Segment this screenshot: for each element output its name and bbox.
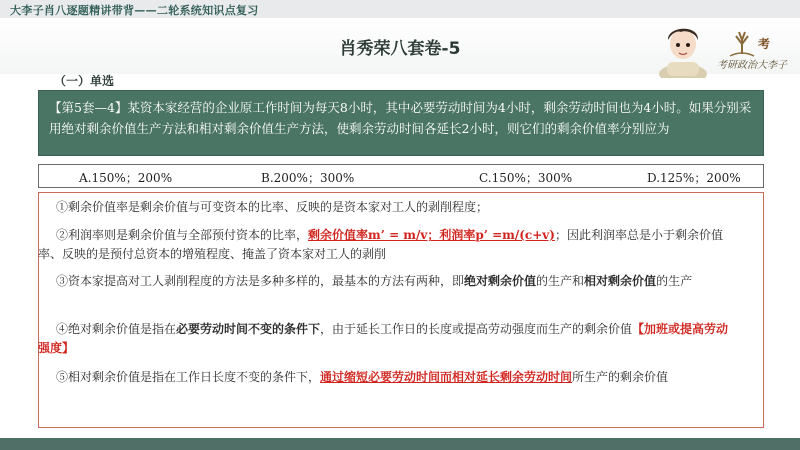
options-row bbox=[38, 164, 764, 188]
analysis-text: ；因此利润率总是小于剩余价值率、反映的是预付总资本的增殖程度、掩盖了资本家对工人的剥削 bbox=[38, 228, 723, 261]
question-box bbox=[38, 90, 764, 156]
analysis-text: ，由于延长工作日的长度或提高劳动强度而生产的剩余价值 bbox=[320, 322, 633, 336]
key-highlight: 通过缩短必要劳动时间而相对延长剩余劳动时间 bbox=[320, 370, 573, 384]
course-title: 大李子肖八逐题精讲带背——二轮系统知识点复习 bbox=[10, 4, 259, 17]
page-title: 肖秀荣八套卷-5 bbox=[339, 39, 461, 59]
analysis-text: ①剩余价值率是剩余价值与可变资本的比率、反映的是资本家对工人的剥削程度； bbox=[56, 200, 489, 214]
key-term: 必要劳动时间不变的条件下 bbox=[176, 322, 321, 336]
analysis-point-2 bbox=[38, 226, 738, 264]
question-text: 【第5套—4】某资本家经营的企业原工作时间为每天8小时，其中必要劳动时间为4小时，剩余劳动时间也为4小时。如果分别采用绝对剩余价值生产方法和相对剩余价值生产方法，使剩余劳动时间各延长2小时，则它们的剩余价值率分别应为 bbox=[49, 100, 752, 136]
option-b[interactable]: B.200%；300% bbox=[261, 171, 355, 185]
option-a[interactable]: A.150%；200% bbox=[79, 171, 173, 185]
analysis-point-3 bbox=[38, 272, 738, 291]
section-label: （一）单选 bbox=[54, 74, 115, 88]
key-term: 绝对剩余价值 bbox=[464, 274, 537, 288]
formula-highlight: 剩余价值率m’ = m/v；利润率p’ =m/(c+v) bbox=[308, 228, 555, 242]
logo-text: 考研政治大李子 bbox=[717, 60, 787, 71]
avatar-icon bbox=[655, 18, 711, 78]
analysis-text: ②利润率则是剩余价值与全部预付资本的比率， bbox=[56, 228, 309, 242]
analysis-text: 所生产的剩余价值 bbox=[572, 370, 669, 384]
analysis-text: 的生产 bbox=[656, 274, 693, 288]
bracket-note: 【加班或提高劳动强度】 bbox=[38, 322, 729, 355]
option-d[interactable]: D.125%；200% bbox=[647, 171, 741, 185]
analysis-text: ④绝对剩余价值是指在 bbox=[56, 322, 177, 336]
option-c[interactable]: C.150%；300% bbox=[479, 171, 573, 185]
bottom-strip bbox=[0, 438, 800, 450]
key-term: 相对剩余价值 bbox=[584, 274, 657, 288]
svg-text:考: 考 bbox=[758, 37, 771, 51]
analysis-point-1 bbox=[38, 198, 738, 217]
analysis-text: ⑤相对剩余价值是指在工作日长度不变的条件下， bbox=[56, 370, 321, 384]
analysis-text: 的生产和 bbox=[536, 274, 585, 288]
analysis-text: ③资本家提高对工人剥削程度的方法是多种多样的，最基本的方法有两种，即 bbox=[56, 274, 465, 288]
analysis-point-5 bbox=[38, 368, 738, 387]
analysis-point-4 bbox=[38, 320, 738, 358]
